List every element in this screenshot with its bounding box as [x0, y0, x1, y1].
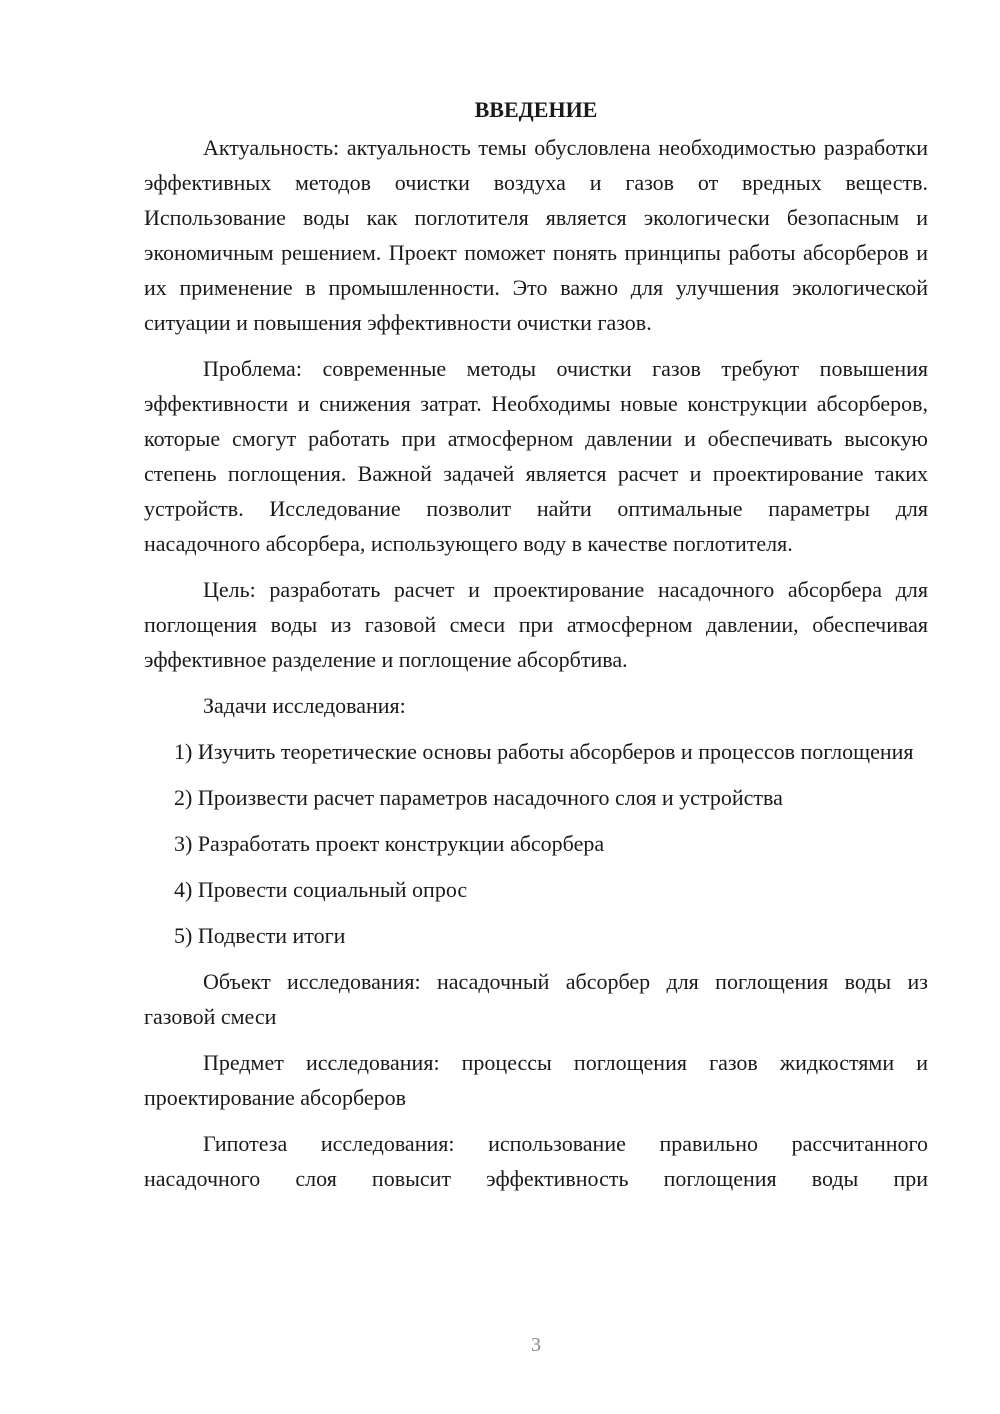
paragraph-tasks-heading: Задачи исследования: — [203, 693, 406, 718]
paragraph-object: Объект исследования: насадочный абсорбер для поглощения воды из газовой смеси — [144, 969, 928, 1029]
paragraph-problem: Проблема: современные методы очистки газов требуют повышения эффективности и снижения затрат. Необходимы новые конструкции абсорберов, которые смогут работать при атмосферном давлении и обеспечивать высокую степень поглощения. Важной задачей является расчет и проектирование таких устройств. Исследование позволит найти оптимальные параметры для насадочного абсорбера, использующего воду в качестве поглотителя. — [144, 356, 928, 556]
task-item-4: 4) Провести социальный опрос — [174, 877, 468, 902]
section-title: ВВЕДЕНИЕ — [474, 97, 598, 122]
document-page — [144, 92, 928, 1207]
paragraph-goal: Цель: разработать расчет и проектирование насадочного абсорбера для поглощения воды из газовой смеси при атмосферном давлении, обеспечивая эффективное разделение и поглощение абсорбтива. — [144, 577, 928, 672]
page-number: 3 — [531, 1334, 541, 1356]
task-item-2: 2) Произвести расчет параметров насадочного слоя и устройства — [174, 785, 783, 810]
paragraph-subject: Предмет исследования: процессы поглощения газов жидкостями и проектирование абсорберов — [144, 1050, 928, 1110]
task-item-1: 1) Изучить теоретические основы работы абсорберов и процессов поглощения — [174, 739, 914, 764]
paragraph-hypothesis: Гипотеза исследования: использование правильно рассчитанного насадочного слоя повысит эффективность поглощения воды при — [144, 1131, 928, 1191]
task-item-5: 5) Подвести итоги — [174, 923, 346, 948]
task-item-3: 3) Разработать проект конструкции абсорбера — [174, 831, 605, 856]
paragraph-relevance: Актуальность: актуальность темы обусловлена необходимостью разработки эффективных методов очистки воздуха и газов от вредных веществ. Использование воды как поглотителя является экологически безопасным и экономичным решением. Проект поможет понять принципы работы абсорберов и их применение в промышленности. Это важно для улучшения экологической ситуации и повышения эффективности очистки газов. — [144, 135, 928, 335]
